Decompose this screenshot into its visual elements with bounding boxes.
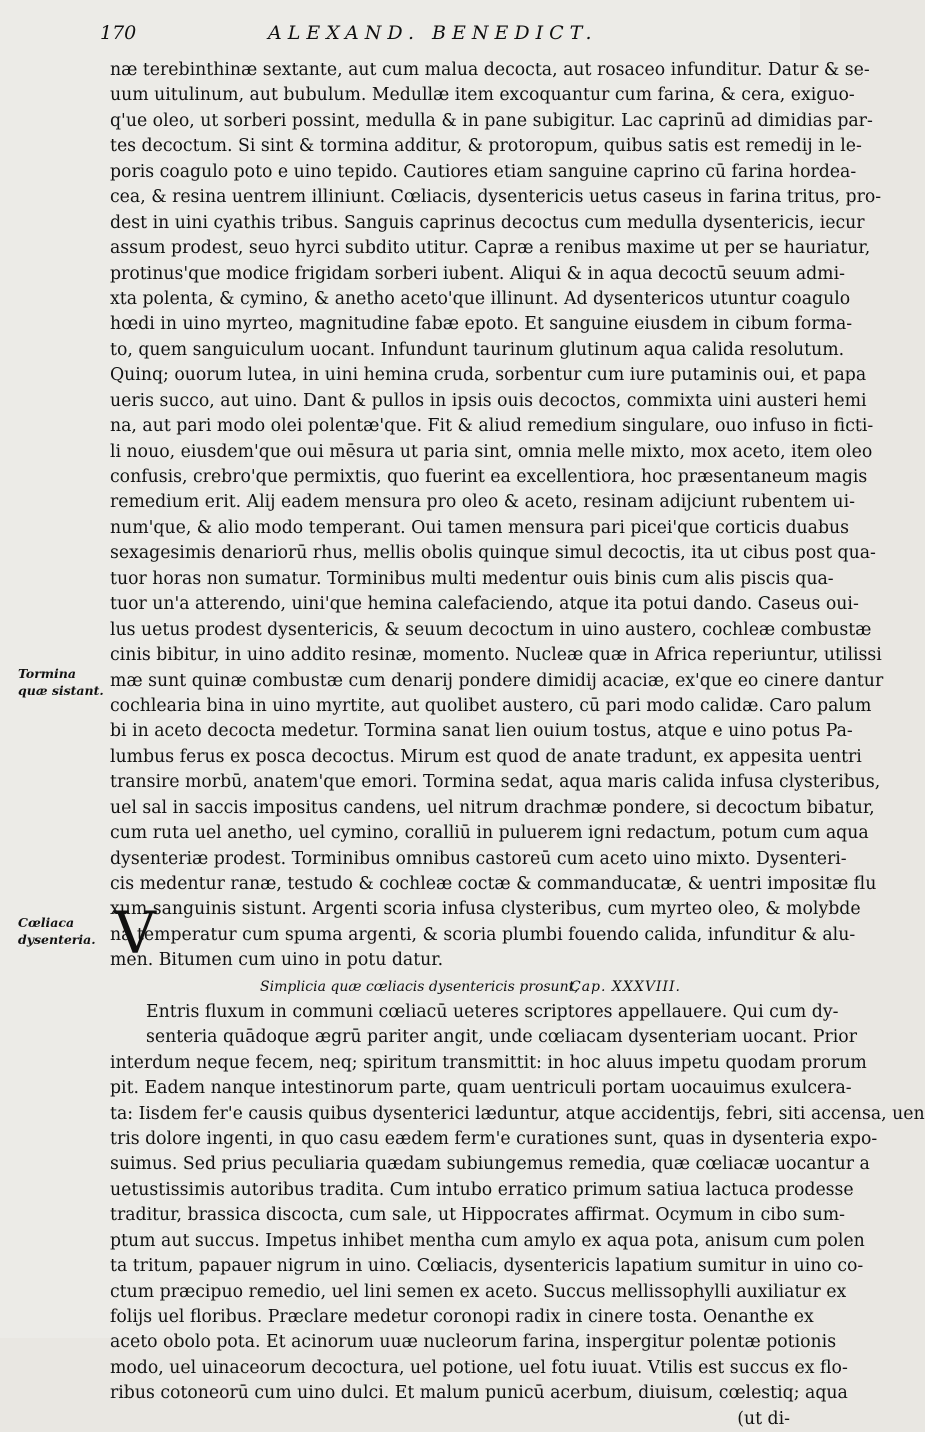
text-line: lus uetus prodest dysentericis, & seuum decoctum in uino austero, cochleæ combustæ [110,619,872,640]
text-line: uum uitulinum, aut bubulum. Medullæ item excoquantur cum farina, & cera, exiguo- [110,85,855,106]
text-line: ribus cotoneorū cum uino dulci. Et malum punicū acerbum, diuisum, cœlestiq; aqua [110,1383,848,1404]
text-line: folijs uel floribus. Præclare medetur coronopi radix in cinere tosta. Oenanthe ex [110,1307,814,1327]
text-line: interdum neque fecem, neq; spiritum transmittit: in hoc aluus impetu quodam prorum [110,1052,867,1073]
text-line: remedium erit. Alij eadem mensura pro oleo & aceto, resinam adijciunt rubentem ui- [110,492,855,513]
page-header [100,22,790,50]
text-line: tris dolore ingenti, in quo casu eædem ferm'e curationes sunt, quas in dysenteria expo- [110,1128,878,1149]
chapter-number: Cap. XXXVIII. [570,978,681,995]
margin-note-tormina: Tormina quæ sistant. [18,666,104,698]
text-line: lumbus ferus ex posca decoctus. Mirum est quod de anate tradunt, ex appesita uentri [110,746,862,767]
text-line: ueris succo, aut uino. Dant & pullos in ipsis ouis decoctos, commixta uini austeri hemi [110,390,867,411]
text-line: senteria quādoque ægrū pariter angit, unde cœliacam dysenteriam uocant. Prior [146,1027,857,1048]
text-line: num'que, & alio modo temperant. Oui tamen mensura pari picei'que corticis duabus [110,517,850,538]
text-line: tuor horas non sumatur. Torminibus multi medentur ouis binis cum alis piscis qua- [110,568,834,589]
drop-initial: V [114,899,156,967]
running-head: ALEXAND. BENEDICT. [268,22,598,44]
margin-note-coeliaca: Cœliaca dysenteria. [18,915,96,947]
text-line: ptum aut succus. Impetus inhibet mentha cum amylo ex aqua pota, anisum cum polen [110,1230,865,1251]
text-line: to, quem sanguiculum uocant. Infundunt taurinum glutinum aqua calida resolutum. [110,339,845,360]
text-line: uetustissimis autoribus tradita. Cum intubo erratico primum satiua lactuca prodesse [110,1179,854,1200]
text-line: bi in aceto decocta medetur. Tormina sanat lien ouium tostus, atque e uino potus Pa- [110,721,853,742]
text-line: cochlearia bina in uino myrtite, aut quolibet austero, cū pari modo calidæ. Caro palum [110,695,872,716]
text-line: dysenteriæ prodest. Torminibus omnibus castoreū cum aceto uino mixto. Dysenteri- [110,848,847,869]
text-line: q'ue oleo, ut sorberi possint, medulla & in pane subigitur. Lac caprinū ad dimidias par- [110,110,873,131]
text-line: Entris fluxum in communi cœliacū ueteres scriptores appellauere. Qui cum dy- [146,1001,839,1022]
text-line: assum prodest, seuo hyrci subdito utitur. Capræ a renibus maxime ut per se hauriatur, [110,238,871,259]
section-1 [110,58,884,974]
text-line: suimus. Sed prius peculiaria quædam subiungemus remedia, quæ cœliacæ uocantur a [110,1154,870,1175]
text-line: aceto obolo pota. Et acinorum uuæ nucleorum farina, inspergitur polentæ potionis [110,1332,837,1353]
text-line: men. Bitumen cum uino in potu datur. [110,950,444,971]
text-line: ta tritum, papauer nigrum in uino. Cœliacis, dysentericis lapatium sumitur in uino co- [110,1256,864,1277]
text-line: cum ruta uel anetho, uel cymino, coralliū in puluerem igni redactum, potum cum aqua [110,823,869,844]
chapter-title: Simplicia quæ cœliacis dysentericis prosunt, [260,978,579,995]
text-line: poris coagulo poto e uino tepido. Cautiores etiam sanguine caprino cū farina hordea- [110,161,857,182]
text-line: tuor un'a atterendo, uini'que hemina calefaciendo, atque ita potui dando. Caseus oui- [110,594,859,615]
catchword: (ut di- [737,1408,790,1429]
text-line: hœdi in uino myrteo, magnitudine fabæ epoto. Et sanguine eiusdem in cibum forma- [110,314,853,335]
chapter-heading [110,974,790,1000]
text-body [110,58,925,1432]
text-line: li nouo, eiusdem'que oui mēsura ut paria sint, omnia melle mixto, mox aceto, item oleo [110,441,873,462]
text-line: na temperatur cum spuma argenti, & scoria plumbi fouendo calida, infunditur & alu- [110,924,856,945]
text-line: pit. Eadem nanque intestinorum parte, quam uentriculi portam uocauimus exulcera- [110,1078,852,1099]
text-line: xta polenta, & cymino, & anetho aceto'que illinunt. Ad dysentericos utuntur coagulo [110,288,851,309]
text-line: sexagesimis denariorū rhus, mellis obolis quinque simul decoctis, ita ut cibus post qua- [110,543,876,564]
text-line: mæ sunt quinæ combustæ cum denarij pondere dimidij acaciæ, ex'que eo cinere dantur [110,670,884,691]
text-line: transire morbū, anatem'que emori. Tormina sedat, aqua maris calida infusa clysteribus, [110,772,881,793]
text-line: xum sanguinis sistunt. Argenti scoria infusa clysteribus, cum myrteo oleo, & molybde [110,899,861,920]
page-number: 170 [100,22,137,44]
text-line: traditur, brassica discocta, cum sale, ut Hippocrates affirmat. Ocymum in cibo sum- [110,1205,845,1226]
text-line: tes decoctum. Si sint & tormina additur, & protoropum, quibus satis est remedij in le- [110,136,862,157]
section-2 [110,1000,925,1407]
text-line: cis medentur ranæ, testudo & cochleæ coctæ & commanducatæ, & uentri impositæ flu [110,874,877,894]
text-line: ta: Iisdem fer'e causis quibus dysenterici læduntur, atque accidentijs, febri, siti accensa, uen [110,1103,925,1124]
text-line: protinus'que modice frigidam sorberi iubent. Aliqui & in aqua decoctū seuum admi- [110,263,845,284]
text-line: cinis bibitur, in uino addito resinæ, momento. Nucleæ quæ in Africa reperiuntur, utilissi [110,645,882,666]
text-line: næ terebinthinæ sextante, aut cum malua decocta, aut rosaceo infunditur. Datur & se- [110,60,870,80]
text-line: modo, uel uinaceorum decoctura, uel potione, uel fotu iuuat. Vtilis est succus ex flo- [110,1357,848,1378]
text-line: confusis, crebro'que permixtis, quo fuerint ea excellentiora, hoc præsentaneum magis [110,467,868,487]
text-line: cea, & resina uentrem illiniunt. Cœliacis, dysentericis uetus caseus in farina tritus, pro- [110,187,882,208]
text-line: uel sal in saccis impositus candens, uel nitrum drachmæ pondere, si decoctum bibatur, [110,797,875,818]
text-line: ctum præcipuo remedio, uel lini semen ex aceto. Succus mellissophylli auxiliatur ex [110,1281,847,1302]
text-line: Quinq; ouorum lutea, in uini hemina cruda, sorbentur cum iure putaminis oui, et papa [110,365,867,386]
text-line: na, aut pari modo olei polentæ'que. Fit & aliud remedium singulare, ouo infuso in ficti- [110,416,874,437]
text-line: dest in uini cyathis tribus. Sanguis caprinus decoctus cum medulla dysentericis, iecur [110,212,865,233]
